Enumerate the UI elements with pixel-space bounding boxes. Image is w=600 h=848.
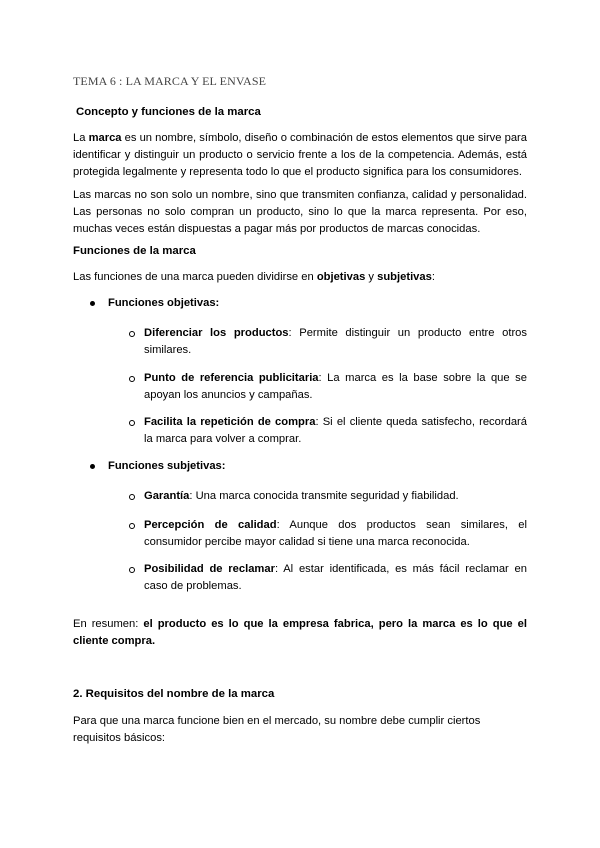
list-item-garantia [144, 488, 527, 505]
bold-statement: el producto es lo que la empresa fabrica, pero la marca es lo que el cliente compra. [73, 618, 527, 647]
bullet-dot-icon [90, 464, 95, 469]
item-term: Percepción de calidad [144, 519, 277, 531]
list-item-reclamar [144, 561, 527, 595]
paragraph-funciones-intro [73, 269, 527, 286]
text-run: En resumen: [73, 618, 144, 630]
circle-bullet-icon [129, 331, 135, 337]
item-term: Posibilidad de reclamar [144, 563, 275, 575]
text-run: y [365, 271, 378, 283]
circle-bullet-icon [129, 567, 135, 573]
bold-term: marca [88, 132, 122, 144]
list-item-diferenciar [144, 325, 527, 359]
item-term: Facilita la repetición de compra [144, 416, 316, 428]
item-description: : Permite distinguir un producto entre otros similares. [144, 327, 527, 356]
item-description: : Al estar identificada, es más fácil reclamar en caso de problemas. [144, 563, 528, 592]
item-description: : La marca es la base sobre la que se apoyan los anuncios y campañas. [144, 372, 527, 401]
circle-bullet-icon [129, 376, 135, 382]
circle-bullet-icon [129, 494, 135, 500]
section-heading-concepto: Concepto y funciones de la marca [76, 106, 261, 118]
document-title: TEMA 6 : LA MARCA Y EL ENVASE [73, 74, 267, 88]
paragraph-confianza: Las marcas no son solo un nombre, sino que transmiten confianza, calidad y personalidad. Las personas no solo compran un producto, sino lo que la marca representa. Por eso, muchas veces están dispuestas a pagar más por productos de marcas conocidas. [73, 189, 527, 235]
list-item-punto-referencia [144, 370, 527, 404]
item-term: Garantía [144, 490, 190, 502]
list-label-objetivas: Funciones objetivas: [108, 297, 220, 309]
item-description: : Aunque dos productos sean similares, el consumidor percibe mayor calidad si tiene una marca reconocida. [144, 519, 527, 548]
paragraph-resumen [73, 616, 527, 650]
item-description: : Si el cliente queda satisfecho, recordará la marca para volver a comprar. [144, 416, 527, 445]
paragraph-requisitos-intro: Para que una marca funcione bien en el mercado, su nombre debe cumplir ciertos requisitos básicos: [73, 715, 481, 744]
circle-bullet-icon [129, 420, 135, 426]
bullet-item-objetivas [90, 295, 220, 312]
text-run: La [73, 132, 89, 144]
list-item-repeticion-compra [144, 414, 527, 448]
item-term: Punto de referencia publicitaria [144, 372, 319, 384]
text-run: : [431, 271, 435, 283]
paragraph-definicion [73, 130, 527, 181]
text-run: Las funciones de una marca pueden dividirse en [73, 271, 317, 283]
bullet-item-subjetivas [90, 458, 226, 475]
section-heading-funciones: Funciones de la marca [73, 245, 196, 257]
list-label-subjetivas: Funciones subjetivas: [108, 460, 226, 472]
section-heading-requisitos: 2. Requisitos del nombre de la marca [73, 688, 275, 700]
item-description: : Una marca conocida transmite seguridad y fiabilidad. [189, 490, 459, 502]
bold-term: subjetivas [377, 271, 432, 283]
bullet-dot-icon [90, 301, 95, 306]
item-term: Diferenciar los productos [144, 327, 289, 339]
text-run: es un nombre, símbolo, diseño o combinación de estos elementos que sirve para identificar y distinguir un producto o servicio frente a los de la competencia. Además, está protegida legalmente y representa todo lo que el producto significa para los consumidores. [73, 132, 527, 178]
circle-bullet-icon [129, 523, 135, 529]
bold-term: objetivas [316, 271, 366, 283]
list-item-percepcion-calidad [144, 517, 527, 551]
